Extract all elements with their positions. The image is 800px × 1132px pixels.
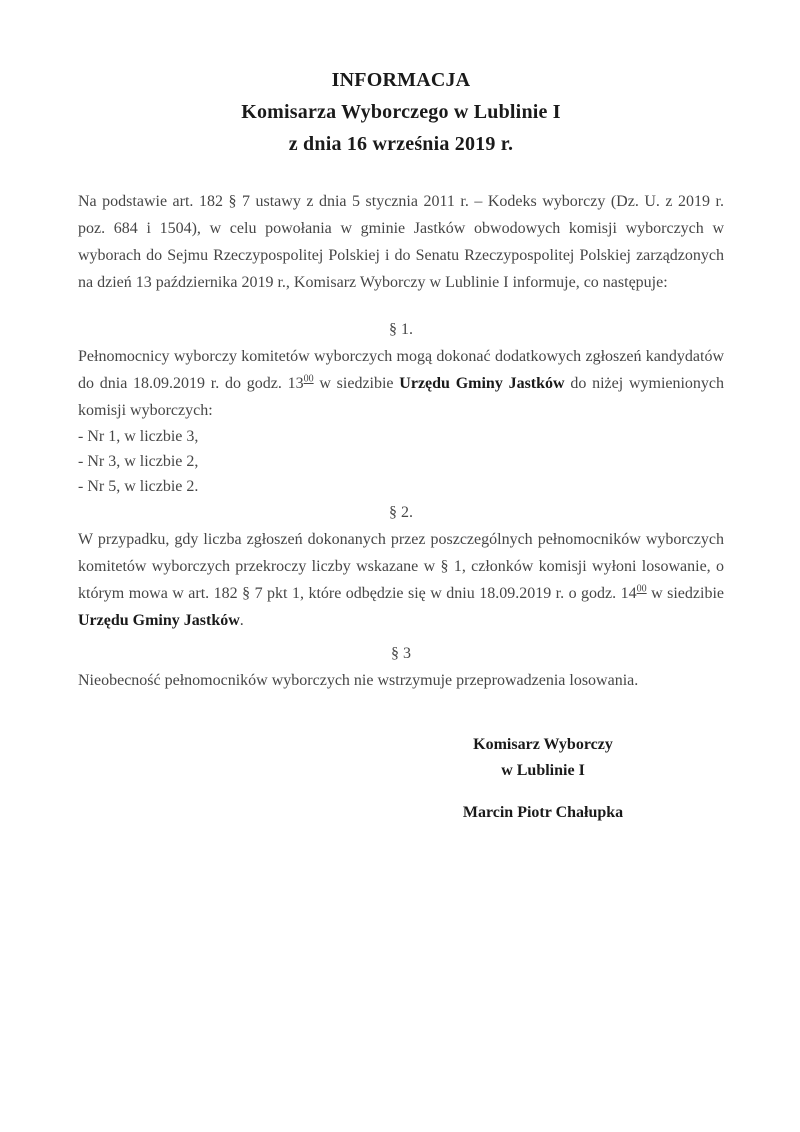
section2-text-after: . [239,612,244,629]
section2-hour-superscript: 00 [636,583,647,595]
intro-paragraph [78,188,724,296]
list-item: - Nr 1, w liczbie 3, [78,428,199,445]
document-title-block [78,64,724,160]
list-item: - Nr 5, w liczbie 2. [78,478,199,495]
section3-paragraph [78,667,724,694]
section1-heading: § 1. [389,321,413,338]
section1-text-after: do niżej wymienionych komisji wyborczych: [78,375,725,419]
commission-list [78,424,724,499]
document-date: z dnia 16 września 2019 r. [288,133,514,155]
section2-heading: § 2. [389,504,413,521]
signature-title: Komisarz Wyborczy [473,736,613,753]
section1-venue-bold: Urzędu Gminy Jastków [399,375,565,392]
section2-text: W przypadku, gdy liczba zgłoszeń dokonanych przez poszczególnych pełnomocników wyborczych komitetów wyborczych przekroczy liczby wskazane w § 1, członków komisji wyłoni losowanie, o którym mowa w art. 182 § 7 pkt 1, które odbędzie się w dniu 18.09.2019 r. o godz. 14 [78,531,724,602]
signature-name: Marcin Piotr Chałupka [462,804,624,821]
section3-text: Nieobecność pełnomocników wyborczych nie wstrzymuje przeprowadzenia losowania. [78,672,639,689]
signature-location: w Lublinie I [501,762,585,779]
signature-block [413,732,673,826]
section2-text-mid: w siedzibie [646,585,725,602]
section1-text-mid: w siedzibie [313,375,400,392]
section1-paragraph [78,343,724,424]
section2-paragraph [78,526,724,634]
list-item: - Nr 3, w liczbie 2, [78,453,199,470]
section1-hour-superscript: 00 [303,373,314,385]
document-issuer: Komisarza Wyborczego w Lublinie I [241,101,561,123]
section3-heading: § 3 [391,645,411,662]
section1-text: Pełnomocnicy wyborczy komitetów wyborczych mogą dokonać dodatkowych zgłoszeń kandydatów do dnia 18.09.2019 r. do godz. 13 [78,348,724,392]
intro-text: Na podstawie art. 182 § 7 ustawy z dnia 5 stycznia 2011 r. – Kodeks wyborczy (Dz. U. z 2019 r. poz. 684 i 1504), w celu powołania w gminie Jastków obwodowych komisji wyborczych w wyborach do Sejmu Rzeczypospolitej Polskiej i do Senatu Rzeczypospolitej Polskiej zarządzonych na dzień 13 października 2019 r., Komisarz Wyborczy w Lublinie I informuje, co następuje: [78,193,724,291]
document-title: INFORMACJA [331,69,471,91]
section2-venue-bold: Urzędu Gminy Jastków [78,612,240,629]
